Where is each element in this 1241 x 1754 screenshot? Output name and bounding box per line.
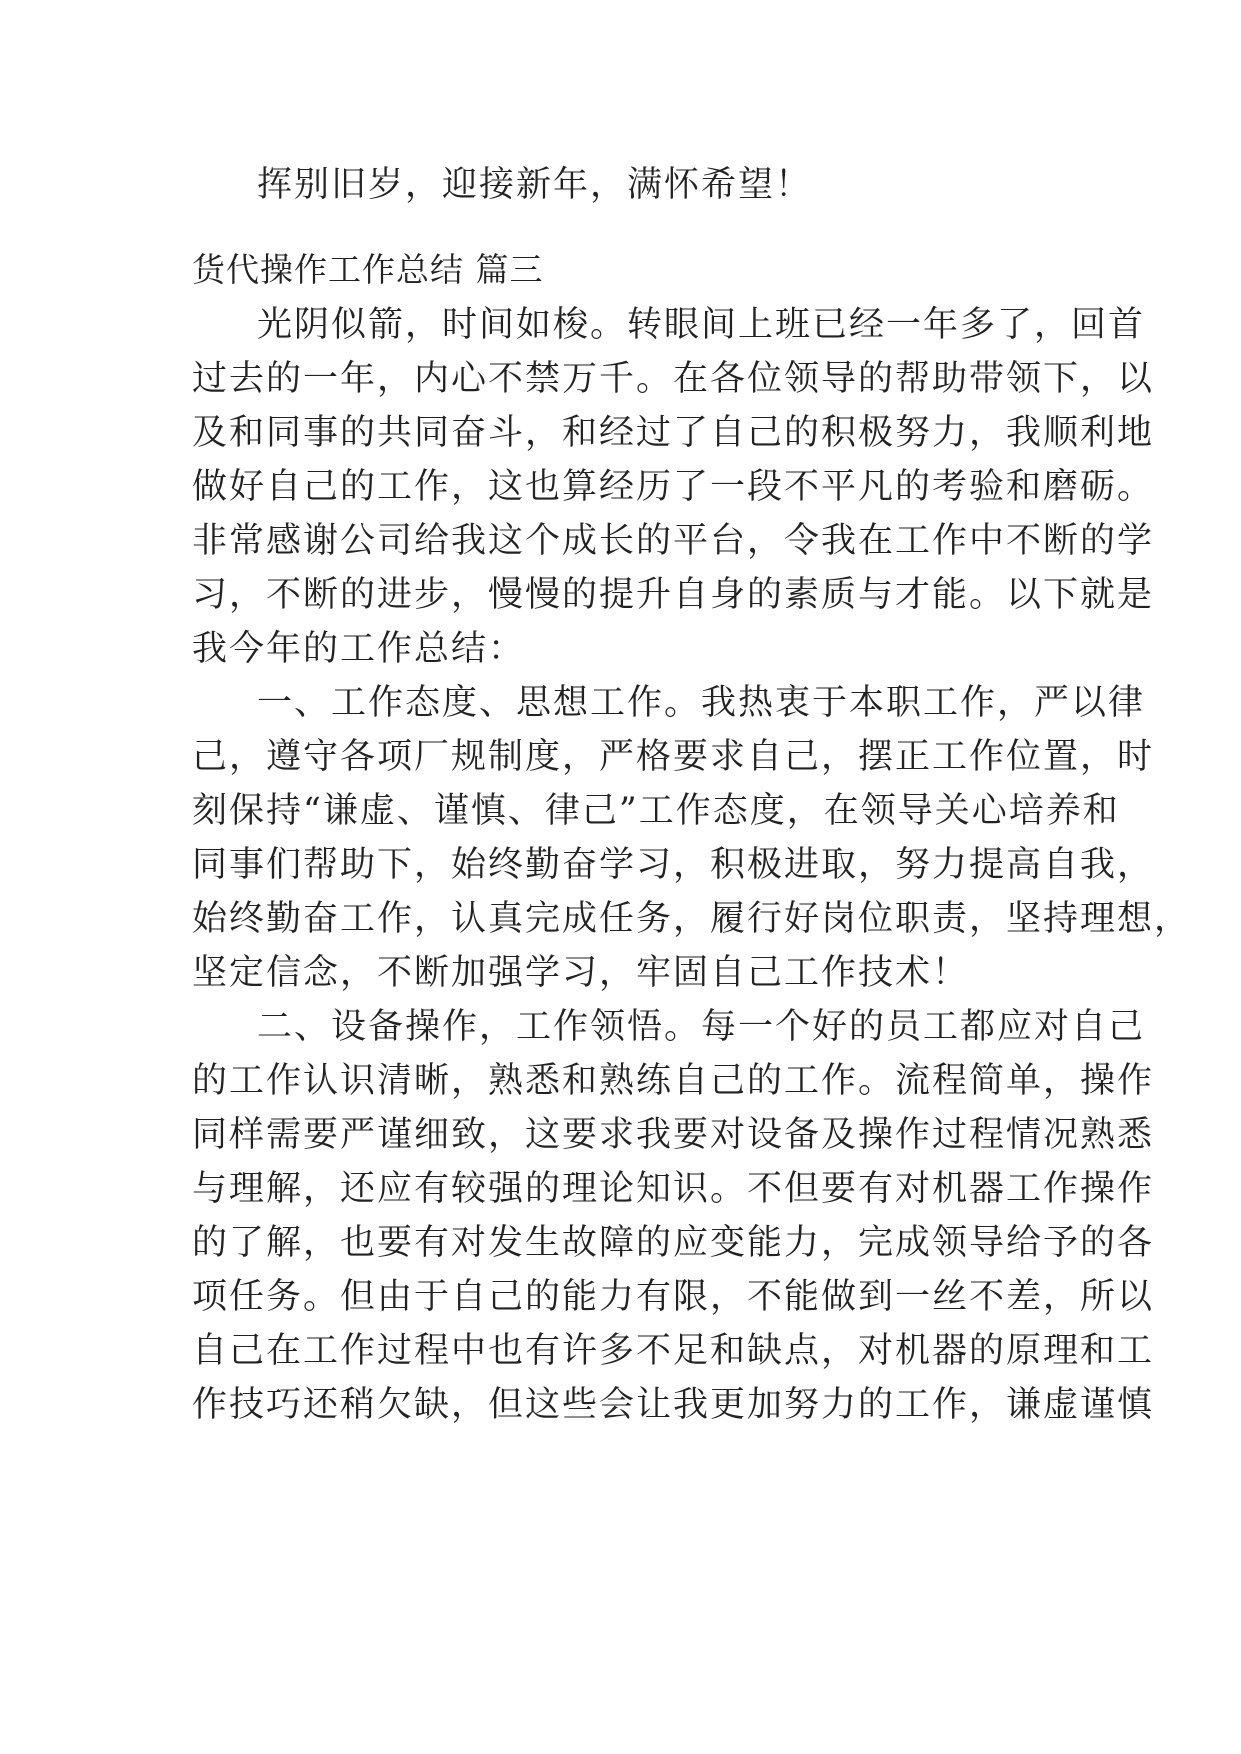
paragraph-line: 与理解，还应有较强的理论知识。不但要有对机器工作操作 (192, 1169, 1155, 1209)
paragraph-line: 过去的一年，内心不禁万千。在各位领导的帮助带领下，以 (192, 359, 1155, 399)
paragraph-line: 我今年的工作总结： (192, 629, 526, 669)
paragraph-line: 自己在工作过程中也有许多不足和缺点，对机器的原理和工 (192, 1331, 1155, 1371)
paragraph-line: 的工作认识清晰，熟悉和熟练自己的工作。流程简单，操作 (192, 1061, 1155, 1101)
paragraph-line: 项任务。但由于自己的能力有限，不能做到一丝不差，所以 (192, 1277, 1155, 1317)
paragraph-line: 同事们帮助下，始终勤奋学习，积极进取，努力提高自我， (192, 845, 1155, 885)
paragraph-line: 同样需要严谨细致，这要求我要对设备及操作过程情况熟悉 (192, 1115, 1155, 1155)
section-title: 货代操作工作总结 篇三 (192, 250, 544, 289)
paragraph-line: 做好自己的工作，这也算经历了一段不平凡的考验和磨砺。 (192, 467, 1155, 507)
paragraph-line: 二、设备操作，工作领悟。每一个好的员工都应对自己 (257, 1007, 1146, 1047)
paragraph-line: 光阴似箭，时间如梭。转眼间上班已经一年多了，回首 (257, 305, 1146, 345)
closing-line: 挥别旧岁，迎接新年，满怀希望！ (257, 165, 813, 205)
paragraph-line: 刻保持“谦虚、谨慎、律己”工作态度，在领导关心培养和 (192, 791, 1120, 831)
paragraph-line: 非常感谢公司给我这个成长的平台，令我在工作中不断的学 (192, 521, 1155, 561)
paragraph-line: 习，不断的进步，慢慢的提升自身的素质与才能。以下就是 (192, 575, 1155, 615)
paragraph-line: 一、工作态度、思想工作。我热衷于本职工作，严以律 (257, 683, 1146, 723)
paragraph-line: 作技巧还稍欠缺，但这些会让我更加努力的工作，谦虚谨慎 (192, 1385, 1155, 1425)
paragraph-line: 的了解，也要有对发生故障的应变能力，完成领导给予的各 (192, 1223, 1155, 1263)
paragraph-line: 坚定信念，不断加强学习，牢固自己工作技术！ (192, 953, 970, 993)
paragraph-line: 及和同事的共同奋斗，和经过了自己的积极努力，我顺利地 (192, 413, 1155, 453)
paragraph-line: 己，遵守各项厂规制度，严格要求自己，摆正工作位置，时 (192, 737, 1155, 777)
paragraph-line: 始终勤奋工作，认真完成任务，履行好岗位职责，坚持理想， (192, 899, 1192, 939)
